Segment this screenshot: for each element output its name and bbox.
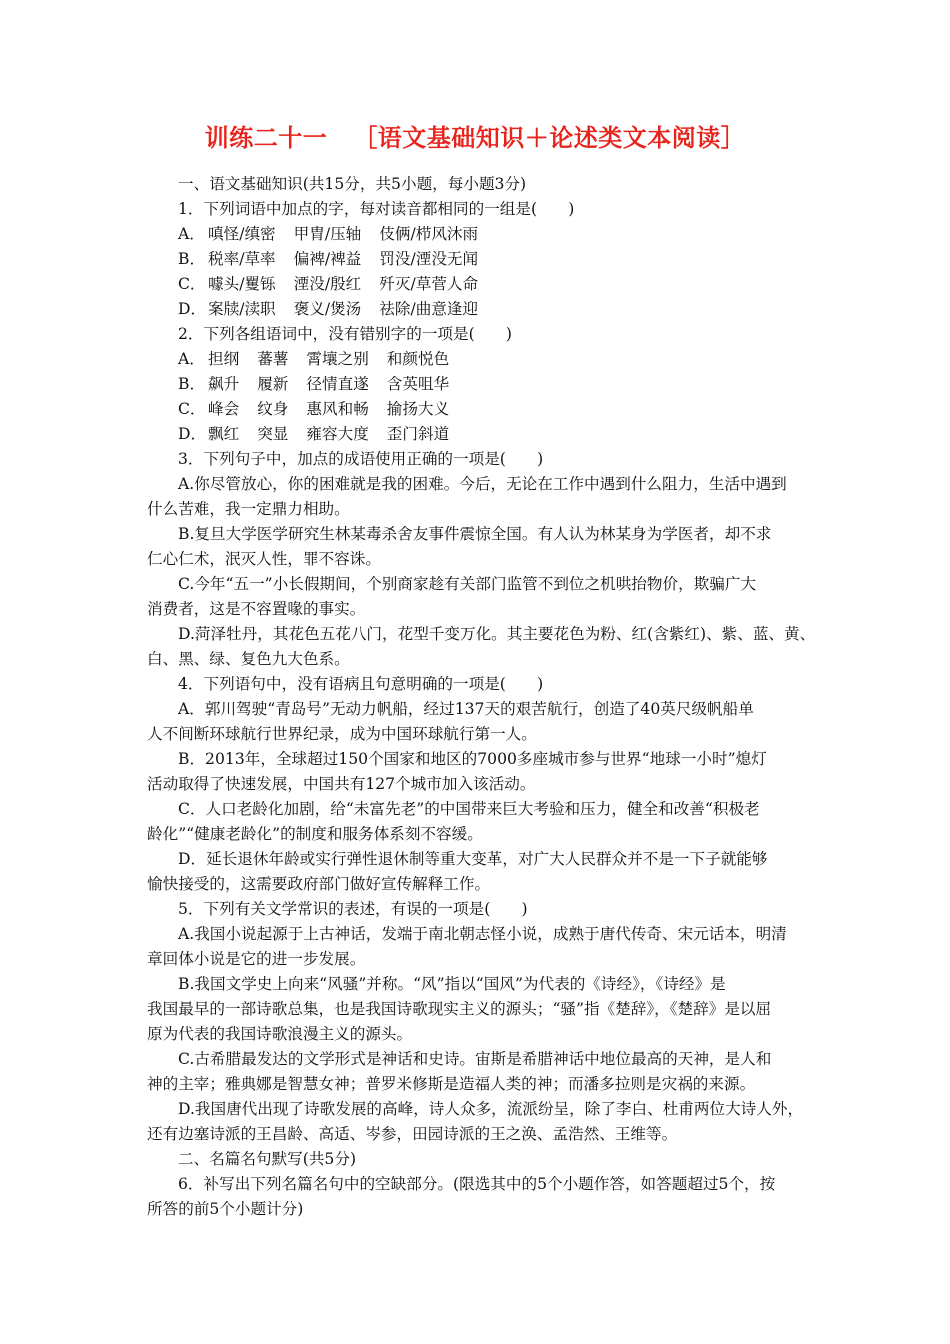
question-3-line: 消费者，这是不容置喙的事实。: [147, 600, 366, 618]
question-3-stem: 3．下列句子中，加点的成语使用正确的一项是( ): [178, 450, 544, 468]
option-word: 纹身: [257, 400, 289, 418]
question-5-stem: 5．下列有关文学常识的表述，有误的一项是( ): [178, 900, 528, 918]
question-4-line: 活动取得了快速发展，中国共有127个城市加入该活动。: [147, 775, 536, 793]
option-word: 飘红: [208, 425, 240, 443]
question-2-option-c: [147, 397, 817, 422]
question-1-option-a: [147, 222, 817, 247]
question-4-line: B．2013年，全球超过150个国家和地区的7000多座城市参与世界“地球一小时”熄灯: [178, 750, 767, 768]
option-word: 祛除/曲意逢迎: [379, 300, 479, 318]
question-1-option-d: [147, 297, 817, 322]
option-label: C．: [178, 275, 206, 293]
question-4-line: D．延长退休年龄或实行弹性退休制等重大变革，对广大人民群众并不是一下子就能够: [178, 850, 768, 868]
option-word: 和颜悦色: [386, 350, 450, 368]
question-4-stem: 4．下列语句中，没有语病且句意明确的一项是( ): [178, 675, 544, 693]
question-5-line: 原为代表的我国诗歌浪漫主义的源头。: [147, 1025, 413, 1043]
question-4-line: 人不间断环球航行世界纪录，成为中国环球航行第一人。: [147, 725, 537, 743]
section-heading-1: 一、语文基础知识(共15分，共5小题，每小题3分): [178, 175, 527, 193]
question-3-line: A.你尽管放心，你的困难就是我的困难。今后，无论在工作中遇到什么阻力，生活中遇到: [178, 475, 787, 493]
question-5-line: 章回体小说是它的进一步发展。: [147, 950, 366, 968]
title-sub: ［语文基础知识＋论述类文本阅读］: [353, 124, 746, 152]
document-body: [147, 172, 817, 1222]
option-label: D．: [178, 300, 207, 318]
option-label: A．: [178, 225, 205, 243]
question-6-line: 所答的前5个小题计分): [147, 1200, 304, 1218]
option-word: 褒义/煲汤: [293, 300, 362, 318]
question-5-line: C.古希腊最发达的文学形式是神话和史诗。宙斯是希腊神话中地位最高的天神，是人和: [178, 1050, 772, 1068]
option-word: 飙升: [208, 375, 240, 393]
option-word: 案牍/渎职: [208, 300, 276, 318]
option-word: 甲胄/压轴: [293, 225, 362, 243]
question-1-option-b: [147, 247, 817, 272]
option-word: 歼灭/草菅人命: [379, 275, 479, 293]
question-5-line: 神的主宰；雅典娜是智慧女神；普罗米修斯是造福人类的神；而潘多拉则是灾祸的来源。: [147, 1075, 756, 1093]
question-3-line: 仁心仁术，泯灭人性，罪不容诛。: [147, 550, 381, 568]
question-3-line: 什么苦难，我一定鼎力相助。: [147, 500, 350, 518]
option-word: 嗔怪/缜密: [208, 225, 276, 243]
option-label: A．: [178, 350, 205, 368]
option-label: B．: [178, 375, 206, 393]
title-main: 训练二十一: [204, 124, 328, 152]
option-word: 蕃薯: [257, 350, 289, 368]
question-4-line: A．郭川驾驶“青岛号”无动力帆船，经过137天的艰苦航行，创造了40英尺级帆船单: [178, 700, 754, 718]
option-word: 惠风和畅: [306, 400, 369, 418]
question-4-line: C．人口老龄化加剧，给“未富先老”的中国带来巨大考验和压力，健全和改善“积极老: [178, 800, 760, 818]
question-2-option-a: [147, 347, 817, 372]
question-5-line: B.我国文学史上向来“风骚”并称。“风”指以“国风”为代表的《诗经》，《诗经》是: [178, 975, 726, 993]
option-word: 湮没/殷红: [293, 275, 362, 293]
option-word: 罚没/湮没无闻: [379, 250, 479, 268]
question-1-option-c: [147, 272, 817, 297]
question-3-line: C.今年“五一”小长假期间，个别商家趁有关部门监管不到位之机哄抬物价，欺骗广大: [178, 575, 757, 593]
question-3-line: D.菏泽牡丹，其花色五花八门，花型千变万化。其主要花色为粉、红(含紫红)、紫、蓝、黄、: [178, 625, 816, 643]
option-word: 霄壤之别: [306, 350, 369, 368]
question-6-line: 6．补写出下列名篇名句中的空缺部分。(限选其中的5个小题作答，如答题超过5个，按: [178, 1175, 776, 1193]
option-label: D．: [178, 425, 207, 443]
option-word: 伎俩/栉风沐雨: [379, 225, 479, 243]
question-3-line: B.复旦大学医学研究生林某毒杀舍友事件震惊全国。有人认为林某身为学医者，却不求: [178, 525, 772, 543]
option-word: 峰会: [208, 400, 240, 418]
option-word: 履新: [257, 375, 289, 393]
option-word: 揄扬大义: [386, 400, 450, 418]
question-3-line: 白、黑、绿、复色九大色系。: [147, 650, 350, 668]
question-2-option-d: [147, 422, 817, 447]
option-word: 雍容大度: [306, 425, 369, 443]
option-word: 径情直遂: [306, 375, 369, 393]
option-word: 噱头/矍铄: [208, 275, 276, 293]
question-5-line: 还有边塞诗派的王昌龄、高适、岑参，田园诗派的王之涣、孟浩然、王维等。: [147, 1125, 678, 1143]
question-5-line: 我国最早的一部诗歌总集，也是我国诗歌现实主义的源头；“骚”指《楚辞》，《楚辞》是以屈: [147, 1000, 772, 1018]
question-5-line: D.我国唐代出现了诗歌发展的高峰，诗人众多，流派纷呈，除了李白、杜甫两位大诗人外，: [178, 1100, 804, 1118]
question-4-line: 龄化”“健康老龄化”的制度和服务体系刻不容缓。: [147, 825, 483, 843]
option-word: 突显: [257, 425, 289, 443]
option-label: B．: [178, 250, 206, 268]
option-label: C．: [178, 400, 206, 418]
option-word: 担纲: [208, 350, 240, 368]
option-word: 含英咀华: [386, 375, 450, 393]
question-2-option-b: [147, 372, 817, 397]
section-heading-2: 二、名篇名句默写(共5分): [178, 1150, 357, 1168]
option-word: 税率/草率: [208, 250, 276, 268]
option-word: 歪门斜道: [386, 425, 450, 443]
question-5-line: A.我国小说起源于上古神话，发端于南北朝志怪小说，成熟于唐代传奇、宋元话本，明清: [178, 925, 787, 943]
question-4-line: 愉快接受的，这需要政府部门做好宣传解释工作。: [147, 875, 491, 893]
page-title: [0, 118, 950, 153]
question-2-stem: 2．下列各组语词中，没有错别字的一项是( ): [178, 325, 512, 343]
option-word: 偏裨/裨益: [293, 250, 362, 268]
question-1-stem: 1．下列词语中加点的字，每对读音都相同的一组是( ): [178, 200, 575, 218]
